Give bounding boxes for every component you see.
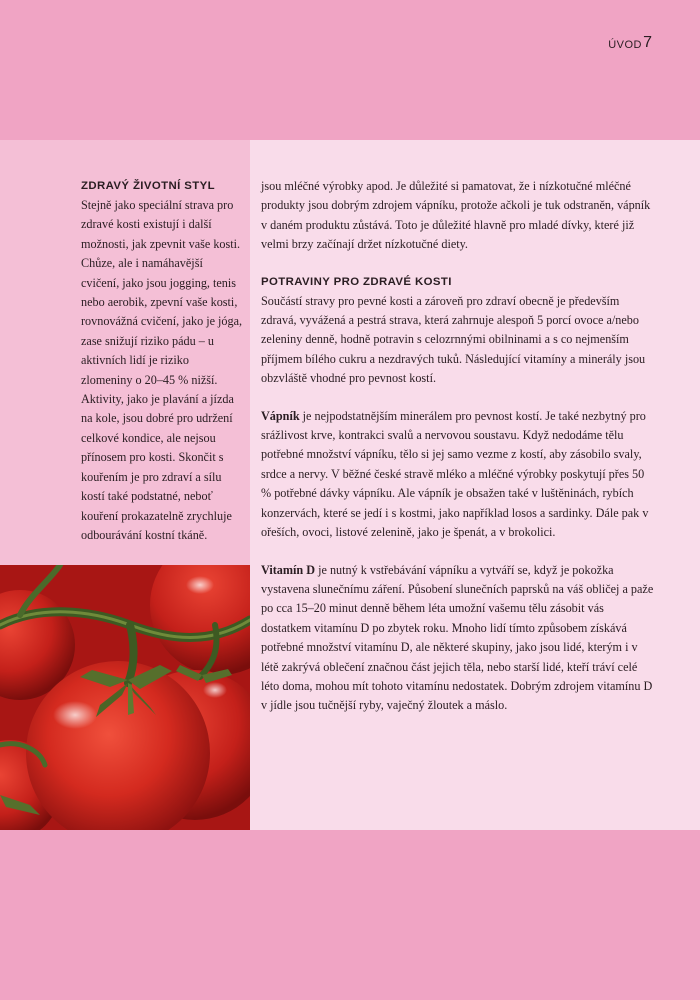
calcium-body: je nejpodstatnějším minerálem pro pevnost kostí. Je také nezbytný pro srážlivost krve, kontrakci svalů a nervovou soustavu. Když nedodáme tělu potřebné množství vápníku, tělo si jej samo vezme z kostí, aby zásobilo svaly, srdce a nervy. V běžné české stravě mléko a mléčné výrobky poskytují přes 50 % potřebné dávky vápníku. Ale vápník je obsažen také v luštěninách, rybích konzervách, které se jedí i s kostmi, jako například losos a sardinky. Dále pak v ořeších, ovoci, listové zelenině, jako je špenát, a v brokolici. <box>261 408 649 540</box>
sidebar-heading: ZDRAVÝ ŽIVOTNÍ STYL <box>81 180 215 192</box>
tomato-photo <box>0 565 250 830</box>
intro-continuation: jsou mléčné výrobky apod. Je důležité si pamatovat, že i nízkotučné mléčné produkty jsou dobrým zdrojem vápníku, protože ačkoli je tuk odstraněn, vápník v daném produktu zůstává. Toto je důležité hlavně pro mladé dívky, které již velmi brzy začínají držet nízkotučné diety. <box>261 179 651 252</box>
main-text <box>261 177 655 716</box>
calcium-paragraph <box>261 407 655 543</box>
page-header <box>0 0 700 140</box>
vitamin-d-body: je nutný k vstřebávání vápníku a vytváří se, když je pokožka vystavena slunečnímu záření. Působení slunečních paprsků na váš obličej a paže po cca 15–20 minut denně během léta umožní vašemu tělu zásobit vás dostatkem vitamínu D po zbytek roku. Mnoho lidí tímto způsobem získává potřebné množství vitamínu D, ale některé skupiny, jako jsou lidé, kterým i v létě zakrývá oblečení značnou část jejich těla, nebo starší lidé, kteří tráví celé léto doma, mohou mít tohoto vitamínu nedostatek. Dobrým zdrojem vitamínu D v jídle jsou tučnější ryby, vaječný žloutek a máslo. <box>261 562 654 713</box>
section-body: Součástí stravy pro pevné kosti a zároveň pro zdraví obecně je především zdravá, vyvážená a pestrá strava, která zahrnuje alespoň 5 porcí ovoce a/nebo zeleniny denně, hodně potravin s celozrnnými obilninami a s co nejmenším příjmem bílého cukru a nezdravých tuků. Následující vitamíny a minerály jsou obzvláště vhodné pro pevnost kostí. <box>261 293 646 386</box>
sidebar-body: Stejně jako speciální strava pro zdravé kosti existují i další možnosti, jak zpevnit vaše kosti. Chůze, ale i namáhavější cvičení, jako jsou jogging, tenis nebo aerobik, zpevní vaše kosti, rovnovážná cvičení, jako je jóga, zase snižují riziko pádu – u aktivních lidí je riziko zlomeniny o 20–45 % nižší. Aktivity, jako je plavání a jízda na kole, jsou dobré pro udržení celkové kondice, ale nejsou přínosem pro kosti. Skončit s kouřením je pro zdraví a sílu kostí také podstatné, neboť kouření prokazatelně zrychluje odbourávání kostní tkáně. <box>81 198 243 542</box>
content-band <box>0 140 700 830</box>
sidebar-text <box>81 177 243 545</box>
sidebar-box <box>0 140 250 565</box>
main-column <box>250 140 700 830</box>
page-number: 7 <box>643 34 652 51</box>
vitamin-d-term: Vitamín D <box>261 562 316 577</box>
vitamin-d-paragraph <box>261 561 655 716</box>
section-label: ÚVOD <box>608 39 642 51</box>
section-heading: POTRAVINY PRO ZDRAVÉ KOSTI <box>261 275 452 288</box>
tomato-illustration <box>0 565 250 830</box>
running-head <box>608 37 642 51</box>
calcium-term: Vápník <box>261 408 300 423</box>
